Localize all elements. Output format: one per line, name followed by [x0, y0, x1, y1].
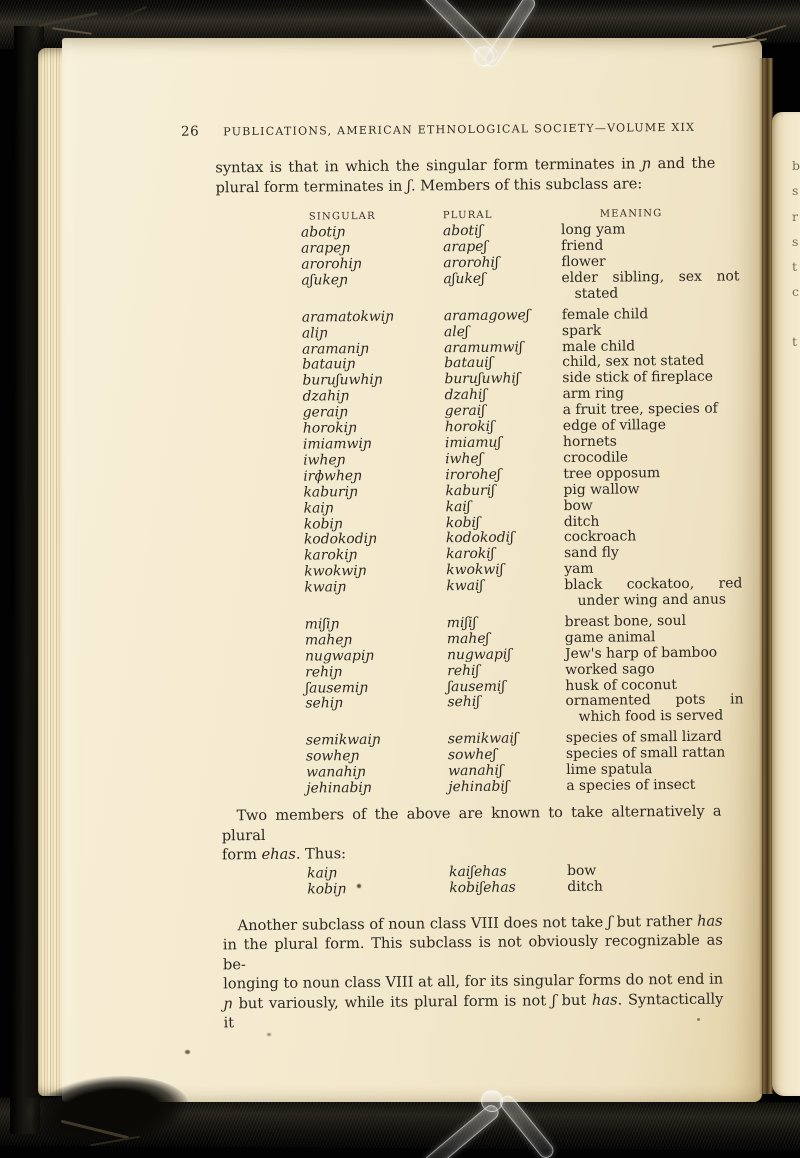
text-line: [222, 841, 722, 865]
row-indent: [216, 273, 301, 306]
vernacular-term: has: [696, 912, 723, 930]
facing-page-text-fragment: b: [792, 158, 800, 173]
meaning: [566, 777, 744, 795]
text-line: [215, 173, 715, 197]
singular-form: sowheɲ: [305, 748, 360, 765]
row-indent: [217, 358, 302, 375]
plural-form: miʃiʃ: [446, 614, 477, 632]
running-title: PUBLICATIONS, AMERICAN ETHNOLOGICAL SOCIETY—VOLUME XIX: [223, 120, 696, 139]
meaning-line: Jew's harp of bamboo: [564, 644, 718, 662]
meaning-line: which food is served: [578, 707, 724, 726]
plural-form: buruʃuwhiʃ: [444, 370, 520, 388]
page-number: 26: [180, 123, 200, 140]
meaning-line: hornets: [562, 433, 617, 451]
row-indent: [219, 517, 304, 534]
column-header-plural: PLURAL: [442, 209, 493, 222]
singular-form: kaburiɲ: [303, 483, 359, 501]
plural-form: kobiʃehas: [449, 879, 516, 896]
singular-form: horokiɲ: [302, 420, 358, 437]
plural-form: kobiʃ: [445, 514, 480, 531]
meaning-line: species of small rattan: [565, 744, 726, 763]
meaning-line: under wing and anus: [577, 591, 727, 609]
plural-form: rehiʃ: [447, 662, 480, 679]
row-indent: [220, 681, 305, 698]
meaning-line: elder sibling, sex not: [561, 268, 740, 286]
paper-speck: [357, 884, 361, 888]
facing-page-text-fragment: c: [792, 284, 800, 299]
plural-form: kaiʃ: [445, 498, 471, 515]
paper-speck: [185, 1050, 190, 1054]
facing-page-text-fragment: t: [792, 334, 798, 349]
singular-form: ʃausemiɲ: [305, 679, 369, 697]
row-indent: [219, 533, 304, 550]
running-head: [181, 118, 755, 141]
row-indent: [220, 665, 305, 682]
meaning-line: worked sago: [565, 660, 655, 678]
meaning: [563, 481, 741, 499]
singular-form: kodokodiɲ: [303, 531, 378, 548]
facing-page-text-fragment: r: [792, 209, 798, 224]
row-indent: [221, 766, 306, 783]
singular-form: abotiɲ: [300, 224, 346, 241]
row-indent: [221, 782, 306, 799]
meaning-line: a species of insect: [566, 776, 696, 795]
singular-form: batauiɲ: [302, 356, 356, 374]
meaning: [567, 878, 745, 896]
column-header-meaning: MEANING: [599, 208, 663, 220]
facing-page-text-fragment: s: [792, 183, 799, 198]
meaning-line: ditch: [563, 513, 600, 530]
meaning: [564, 545, 742, 563]
ehas-paragraph: [221, 801, 722, 865]
plural-form: iroroheʃ: [445, 466, 501, 483]
singular-form: irɸwheɲ: [303, 467, 363, 485]
text-segment: but: [555, 991, 593, 1010]
meaning: [567, 862, 745, 880]
plural-form: karokiʃ: [446, 546, 495, 563]
meaning-line: female child: [561, 305, 649, 323]
singular-form: semikwaiɲ: [305, 732, 381, 749]
meaning: [563, 465, 741, 483]
paper-speck: [267, 1033, 271, 1036]
meaning-line: cockroach: [563, 528, 637, 546]
row-indent: [218, 438, 303, 455]
meaning-line: sand fly: [564, 544, 619, 562]
row-indent: [220, 649, 305, 666]
singular-form: arapeɲ: [301, 240, 351, 257]
plural-form: aramagoweʃ: [443, 307, 530, 324]
text-segment: form: [221, 846, 262, 864]
plural-form: maheʃ: [446, 630, 490, 648]
plural-form: ʃausemiʃ: [447, 678, 506, 695]
text-segment: Two members of the above are known to take alternatively a plural: [221, 802, 722, 844]
plural-form: sowheʃ: [447, 746, 497, 764]
text-line: [221, 801, 721, 845]
meaning-line: side stick of fireplace: [562, 368, 713, 387]
meaning: [564, 497, 742, 515]
meaning-line: black cockatoo, red: [564, 575, 743, 594]
column-header-singular: SINGULAR: [308, 211, 376, 223]
row-indent: [217, 374, 302, 391]
meaning-line: male child: [562, 337, 636, 355]
plural-form: horokiʃ: [444, 418, 494, 436]
text-segment: plural form terminates in: [215, 177, 408, 196]
meaning-line: tree opposum: [563, 464, 661, 482]
meaning-line: lime spatula: [566, 761, 653, 779]
plural-form: semikwaiʃ: [447, 730, 518, 748]
singular-form: arorohiɲ: [301, 255, 362, 273]
meaning: [562, 370, 740, 388]
vernacular-term: ʃ: [406, 177, 412, 195]
row-indent: [221, 750, 306, 767]
plural-form: dzahiʃ: [444, 387, 487, 404]
paper-speck: [697, 1018, 700, 1021]
text-segment: but rather: [611, 912, 698, 931]
singular-form: aramaniɲ: [302, 340, 370, 358]
vernacular-term: ɲ: [223, 995, 233, 1013]
row-indent: [216, 242, 301, 259]
plural-form: arapeʃ: [443, 238, 488, 256]
meaning-line: ornamented pots in: [565, 691, 744, 710]
plural-form: arorohiʃ: [443, 254, 499, 272]
plural-form: aramumwiʃ: [444, 338, 523, 356]
row-indent: [216, 258, 301, 275]
plural-form: jehinabiʃ: [448, 778, 509, 796]
closing-paragraph: [223, 911, 724, 1033]
plural-form: imiamuʃ: [444, 434, 502, 452]
singular-form: aʃukeɲ: [301, 272, 349, 289]
singular-form: imiamwiɲ: [302, 435, 372, 453]
singular-form: wanahiɲ: [306, 764, 366, 781]
row-indent: [217, 326, 302, 343]
vernacular-term: has: [591, 991, 618, 1009]
meaning-line: flower: [561, 253, 606, 271]
row-indent: [217, 310, 302, 327]
text-segment: syntax is that in which the singular form terminates in: [215, 155, 642, 177]
singular-form: kaiɲ: [303, 499, 334, 517]
meaning-line: edge of village: [562, 417, 667, 435]
singular-form: geraiɲ: [302, 404, 349, 421]
singular-form: aramatokwiɲ: [301, 308, 395, 326]
meaning-line: a fruit tree, species of: [562, 400, 718, 419]
singular-form: kobiɲ: [307, 880, 347, 898]
meaning-line: ditch: [567, 878, 604, 895]
vernacular-term: ʃ: [551, 992, 556, 1010]
row-indent: [216, 226, 301, 243]
meaning: [565, 693, 743, 727]
singular-form: buruʃuwhiɲ: [302, 372, 383, 389]
meaning-line: crocodile: [563, 449, 629, 466]
row-indent: [218, 485, 303, 502]
plural-form: sehiʃ: [447, 694, 481, 711]
plural-form: abotiʃ: [442, 223, 483, 240]
meaning-line: child, sex not stated: [562, 353, 705, 371]
plural-form: kodokodiʃ: [445, 529, 514, 547]
meaning-line: game animal: [564, 629, 656, 646]
page-holder-clip-top: [474, 46, 494, 66]
text-segment: . Thus:: [295, 845, 347, 863]
meaning: [561, 269, 739, 303]
meaning: [564, 529, 742, 547]
meaning: [562, 322, 740, 340]
meaning-line: yam: [564, 561, 594, 578]
row-indent: [220, 618, 305, 635]
row-indent: [222, 866, 307, 883]
singular-form: aliɲ: [301, 324, 329, 342]
singular-form: miʃiɲ: [304, 616, 340, 633]
row-indent: [219, 501, 304, 518]
meaning: [566, 746, 744, 764]
meaning: [563, 417, 741, 435]
singular-form: kaiɲ: [307, 864, 338, 882]
singular-form: jehinabiɲ: [306, 779, 372, 797]
text-line: [223, 931, 723, 975]
singular-form: sehiɲ: [305, 695, 344, 713]
plural-form: iwheʃ: [445, 450, 483, 468]
row-indent: [218, 469, 303, 486]
meaning-line: friend: [561, 237, 604, 255]
plural-form: kaiʃehas: [449, 863, 507, 880]
plural-form: kaburiʃ: [445, 482, 495, 499]
meaning-line: long yam: [560, 221, 626, 239]
meaning-line: breast bone, soul: [564, 612, 687, 631]
book-page: [62, 38, 762, 1102]
plural-form: nugwapiʃ: [446, 646, 512, 663]
meaning-line: stated: [574, 285, 619, 302]
meaning-line: species of small lizard: [565, 728, 722, 747]
plural-form: wanahiʃ: [448, 762, 503, 780]
page-gutter-shadow: [759, 58, 773, 1094]
table-body: [222, 862, 762, 899]
meaning-line: spark: [561, 322, 602, 339]
text-segment: in the plural form. This subclass is not obviously recognizable as be-: [222, 931, 723, 974]
printed-content: [62, 38, 762, 1035]
singular-form: iwheɲ: [303, 452, 346, 469]
singular-form: kwokwiɲ: [304, 563, 367, 580]
singular-form: kobiɲ: [303, 515, 343, 533]
plural-form: batauiʃ: [444, 355, 493, 372]
meaning: [564, 576, 742, 610]
meaning: [561, 222, 739, 240]
meaning: [564, 513, 742, 531]
intro-paragraph: [215, 154, 715, 198]
text-segment: Another subclass of noun class VIII does not take: [237, 913, 608, 934]
row-indent: [219, 581, 304, 614]
meaning: [563, 449, 741, 467]
word-row: [216, 269, 756, 306]
row-indent: [218, 453, 303, 470]
plural-form: geraiʃ: [444, 402, 486, 420]
text-segment: and the: [651, 154, 716, 173]
vernacular-term: ʃ: [607, 913, 612, 931]
meaning: [565, 661, 743, 679]
meaning-line: bow: [567, 862, 597, 879]
plural-form: kwaiʃ: [446, 577, 484, 595]
meaning-line: husk of coconut: [565, 676, 677, 694]
singular-form: maheɲ: [304, 631, 353, 649]
row-indent: [217, 390, 302, 407]
row-indent: [220, 697, 305, 730]
vernacular-term: ɲ: [641, 155, 652, 173]
facing-page-edge: [772, 112, 800, 1096]
singular-form: kwaiɲ: [304, 579, 347, 596]
text-segment: . Members of this subclass are:: [410, 174, 643, 195]
meaning: [565, 645, 743, 663]
plural-form: kwokwiʃ: [446, 561, 504, 579]
facing-page-text-fragment: t: [792, 259, 798, 274]
vernacular-term: ehas: [261, 845, 296, 864]
row-indent: [218, 422, 303, 439]
row-indent: [217, 342, 302, 359]
word-row: [220, 693, 760, 730]
row-indent: [222, 882, 307, 899]
text-line: [223, 989, 723, 1033]
row-indent: [221, 734, 306, 751]
ehas-table: [222, 862, 762, 899]
row-indent: [219, 549, 304, 566]
row-indent: [220, 633, 305, 650]
text-segment: longing to noun class VIII at all, for its singular forms do not end in: [223, 970, 724, 993]
plural-form: aʃukeʃ: [443, 270, 485, 288]
noun-class-table: [216, 205, 762, 798]
meaning-line: arm ring: [562, 385, 625, 403]
table-body: [216, 221, 761, 798]
singular-form: karokiɲ: [304, 547, 358, 564]
singular-form: rehiɲ: [305, 663, 343, 681]
plural-form: aleʃ: [443, 323, 469, 340]
meaning: [562, 306, 740, 324]
meaning: [561, 237, 739, 255]
word-row: [219, 576, 759, 613]
singular-form: dzahiɲ: [302, 388, 350, 405]
meaning: [563, 433, 741, 451]
row-indent: [219, 565, 304, 582]
meaning-line: pig wallow: [563, 481, 640, 498]
singular-form: nugwapiɲ: [304, 647, 375, 665]
text-segment: but variously, while its plural form is not: [232, 992, 552, 1013]
meaning-line: bow: [563, 497, 593, 514]
row-indent: [218, 406, 303, 423]
text-segment: . Syntactically it: [223, 990, 724, 1032]
facing-page-text-fragment: s: [792, 234, 799, 249]
